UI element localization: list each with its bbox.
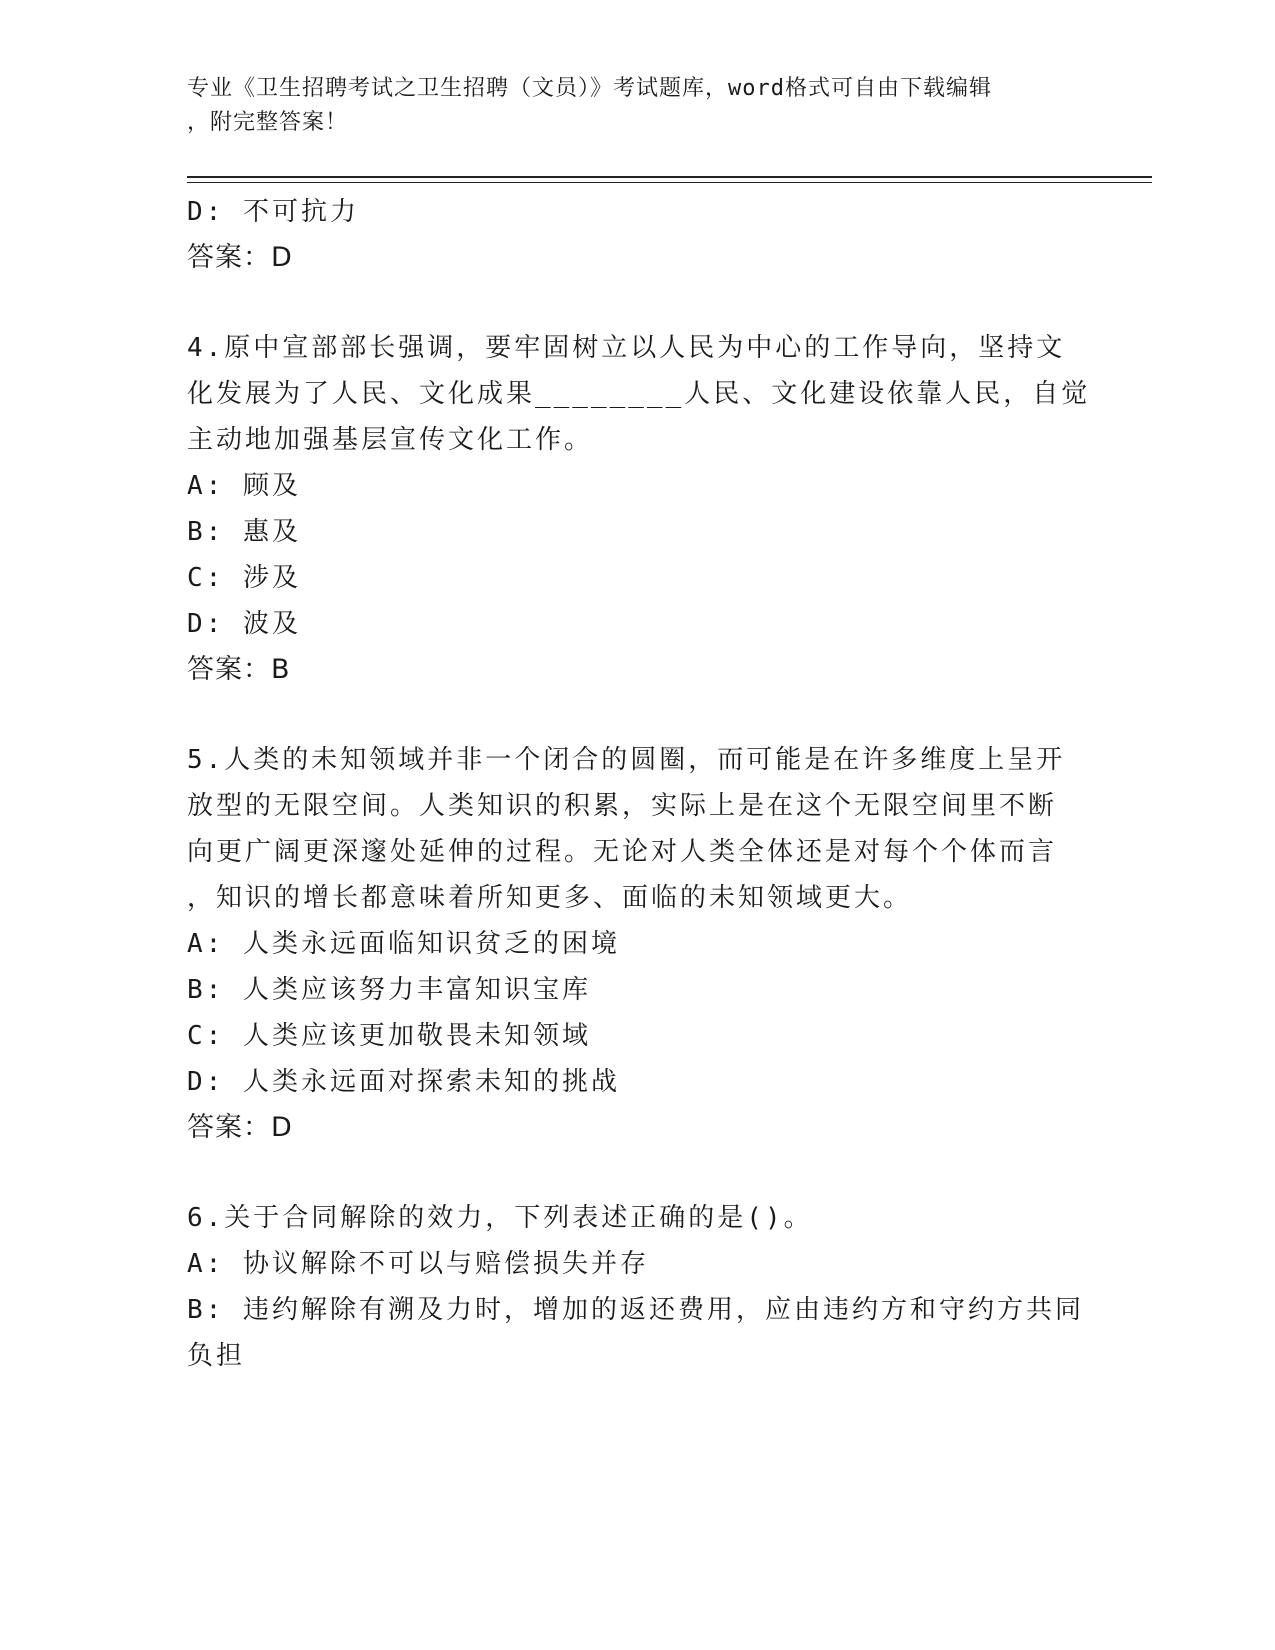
- option-a: A: 顾及: [187, 471, 301, 501]
- option-b: B: 人类应该努力丰富知识宝库: [187, 975, 591, 1005]
- answer-line: 答案：D: [187, 242, 293, 273]
- option-d: D: 波及: [187, 609, 301, 639]
- answer-line: 答案：B: [187, 654, 291, 685]
- header-line-2: ，附完整答案！: [187, 110, 349, 135]
- question-stem-line: 主动地加强基层宣传文化工作。: [187, 425, 594, 455]
- header-line-1: 专业《卫生招聘考试之卫生招聘（文员）》考试题库，word格式可自由下载编辑: [187, 76, 992, 101]
- question-stem-line: 5.人类的未知领域并非一个闭合的圆圈，而可能是在许多维度上呈开: [187, 745, 1066, 775]
- option-a: A: 人类永远面临知识贫乏的困境: [187, 929, 620, 959]
- option-d: D: 人类永远面对探索未知的挑战: [187, 1067, 620, 1097]
- option-b: B: 惠及: [187, 517, 301, 547]
- option-d: D: 不可抗力: [187, 197, 359, 227]
- option-c: C: 人类应该更加敬畏未知领域: [187, 1021, 591, 1051]
- header-divider-thin: [187, 182, 1152, 183]
- option-a: A: 协议解除不可以与赔偿损失并存: [187, 1249, 649, 1279]
- question-stem-line: 6.关于合同解除的效力，下列表述正确的是()。: [187, 1203, 813, 1233]
- option-c: C: 涉及: [187, 563, 301, 593]
- question-4: [187, 325, 1091, 693]
- header-divider-thick: [187, 176, 1152, 178]
- question-stem-line: ，知识的增长都意味着所知更多、面临的未知领域更大。: [187, 883, 913, 913]
- question-stem-line: 向更广阔更深邃处延伸的过程。无论对人类全体还是对每个个体而言: [187, 837, 1058, 867]
- question-6: [187, 1195, 1084, 1379]
- question-list: [187, 189, 1091, 1379]
- question-stem-line: 4.原中宣部部长强调，要牢固树立以人民为中心的工作导向，坚持文: [187, 333, 1066, 363]
- option-b-continuation: 负担: [187, 1341, 246, 1371]
- previous-question-tail: [187, 189, 1067, 281]
- question-stem-line: 化发展为了人民、文化成果________人民、文化建设依靠人民，自觉: [187, 379, 1091, 409]
- page-header: [187, 72, 1067, 140]
- option-b: B: 违约解除有溯及力时，增加的返还费用，应由违约方和守约方共同: [187, 1295, 1084, 1325]
- question-5: [187, 737, 1067, 1151]
- question-stem-line: 放型的无限空间。人类知识的积累，实际上是在这个无限空间里不断: [187, 791, 1058, 821]
- answer-line: 答案：D: [187, 1112, 293, 1143]
